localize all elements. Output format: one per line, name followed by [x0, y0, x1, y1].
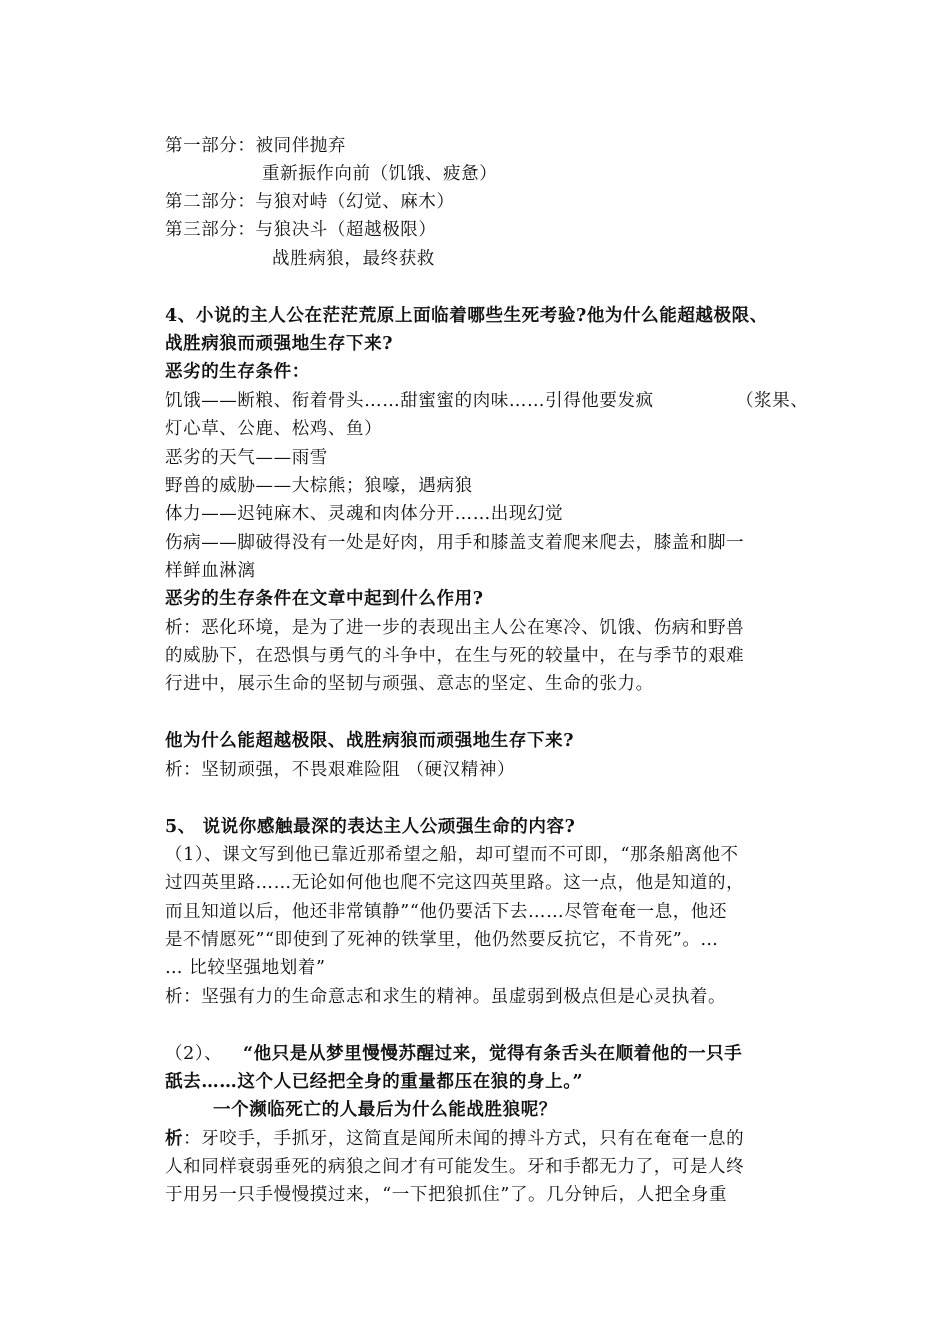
- condition-hunger-cont: 灯心草、公鹿、松鸡、鱼）: [165, 419, 383, 439]
- survive-question: 他为什么能超越极限、战胜病狼而顽强地生存下来?: [165, 731, 575, 751]
- q5-p2-answer-line-3: 于用另一只手慢慢摸过来，“一下把狼抓住”了。几分钟后，人把全身重: [165, 1185, 728, 1205]
- outline-part-3-cont: 战胜病狼，最终获救: [272, 249, 435, 269]
- outline-part-2: 第二部分：与狼对峙（幻觉、麻木）: [165, 192, 455, 212]
- outline-part-1-cont: 重新振作向前（饥饿、疲惫）: [262, 164, 498, 184]
- conditions-heading: 恶劣的生存条件：: [165, 362, 310, 382]
- condition-hunger-note: （浆果、: [736, 391, 809, 411]
- q4-title-line-1: 4、小说的主人公在茫茫荒原上面临着哪些生死考验?他为什么能超越极限、: [165, 306, 768, 326]
- q5-title: 5、 说说你感触最深的表达主人公顽强生命的内容?: [165, 817, 576, 837]
- conditions-role-question: 恶劣的生存条件在文章中起到什么作用?: [165, 589, 484, 609]
- conditions-role-answer-3: 行进中，展示生命的坚韧与顽强、意志的坚定、生命的张力。: [165, 674, 654, 694]
- outline-part-3: 第三部分：与狼决斗（超越极限）: [165, 220, 437, 240]
- analysis-label: 析: [165, 1129, 184, 1149]
- q5-p1-line-2: 过四英里路……无论如何他也爬不完这四英里路。这一点，他是知道的，: [165, 873, 745, 893]
- q5-p1-line-1: （1）、课文写到他已靠近那希望之船，却可望而不可即，“那条船离他不: [165, 845, 739, 865]
- condition-weather: 恶劣的天气——雨雪: [165, 448, 328, 468]
- q5-p2-answer-line-2: 人和同样衰弱垂死的病狼之间才有可能发生。牙和手都无力了，可是人终: [165, 1157, 745, 1177]
- q5-p1-line-3: 而且知道以后，他还非常镇静”“他仍要活下去……尽管奄奄一息，他还: [165, 902, 728, 922]
- conditions-role-answer-2: 的威胁下，在恐惧与勇气的斗争中，在生与死的较量中，在与季节的艰难: [165, 646, 745, 666]
- q5-p1-line-5: … 比较坚强地划着”: [165, 958, 326, 978]
- survive-answer: 析：坚韧顽强，不畏艰难险阻 （硬汉精神）: [165, 760, 516, 780]
- condition-beasts: 野兽的威胁——大棕熊；狼嚎，遇病狼: [165, 476, 473, 496]
- q4-title-line-2: 战胜病狼而顽强地生存下来?: [165, 334, 394, 354]
- q5-p2-label: （2）、: [165, 1044, 223, 1064]
- q5-p2-question: 一个濒临死亡的人最后为什么能战胜狼呢？: [213, 1100, 557, 1120]
- q5-p1-analysis: 析：坚强有力的生命意志和求生的精神。虽虚弱到极点但是心灵执着。: [165, 987, 727, 1007]
- q5-p2-quote-line-2: 舐去……这个人已经把全身的重量都压在狼的身上。”: [165, 1072, 584, 1092]
- conditions-role-answer-1: 析：恶化环境，是为了进一步的表现出主人公在寒冷、饥饿、伤病和野兽: [165, 618, 745, 638]
- q5-p2-answer-line-1: [165, 1128, 744, 1150]
- condition-hunger: 饥饿——断粮、衔着骨头……甜蜜蜜的肉味……引得他要发疯: [165, 391, 654, 411]
- q5-p2-answer-text: ：牙咬手，手抓牙，这简直是闻所未闻的搏斗方式，只有在奄奄一息的: [183, 1129, 745, 1149]
- q5-p1-line-4: 是不情愿死”“即使到了死神的铁掌里，他仍然要反抗它，不肯死”。…: [165, 930, 719, 950]
- outline-part-1: 第一部分：被同伴抛弃: [165, 136, 346, 156]
- condition-strength: 体力——迟钝麻木、灵魂和肉体分开……出现幻觉: [165, 504, 564, 524]
- condition-injury-line-2: 样鲜血淋漓: [165, 561, 256, 581]
- condition-injury-line-1: 伤病——脚破得没有一处是好肉，用手和膝盖支着爬来爬去，膝盖和脚一: [165, 533, 745, 553]
- q5-p2-quote-line-1: “他只是从梦里慢慢苏醒过来，觉得有条舌头在顺着他的一只手: [243, 1044, 743, 1064]
